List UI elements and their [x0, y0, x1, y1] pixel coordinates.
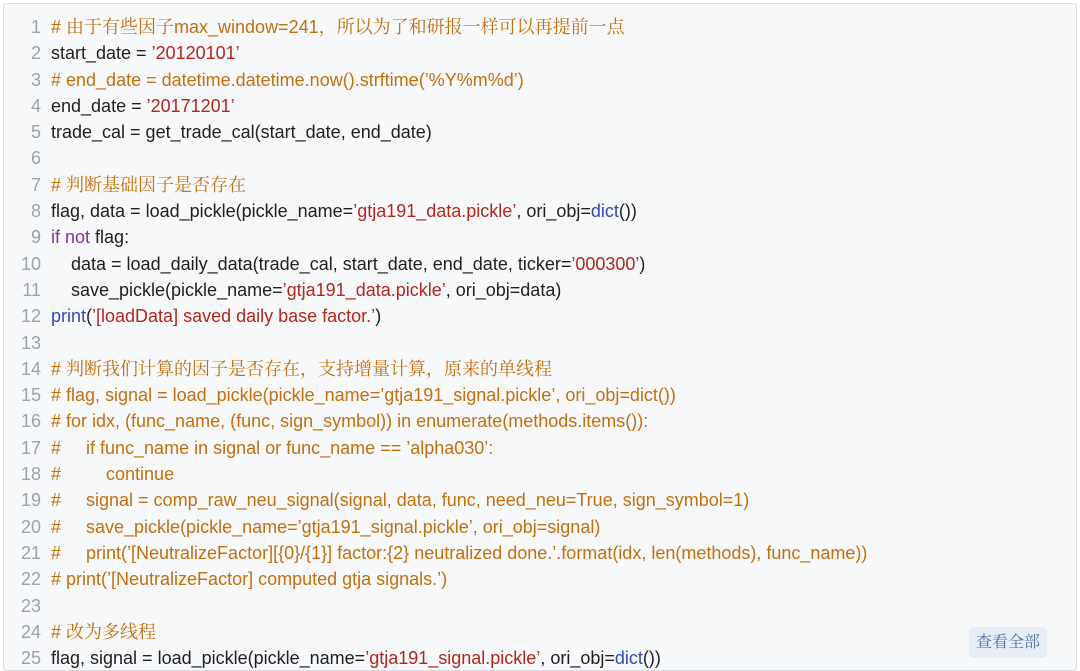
code-comment: # print(’[NeutralizeFactor] computed gtja signals.’)	[51, 569, 448, 590]
code-string: ’20171201’	[146, 95, 235, 116]
code-string: ’[loadData] saved daily base factor.’	[92, 306, 376, 327]
line-code	[51, 356, 1076, 382]
code-text: (	[86, 306, 93, 327]
code-comment: # end_date = datetime.datetime.now().strftime(’%Y%m%d’)	[51, 69, 524, 90]
line-number: 13	[20, 332, 41, 353]
line-number: 25	[20, 648, 41, 669]
line-number: 2	[30, 43, 41, 64]
code-lines	[4, 14, 1076, 671]
code-string: ’gtja191_data.pickle’	[282, 279, 446, 300]
code-text: flag:	[90, 227, 130, 248]
code-line	[4, 40, 1076, 66]
line-code	[51, 487, 1076, 513]
code-line	[4, 277, 1076, 303]
line-code	[51, 40, 1076, 66]
code-builtin: print	[51, 306, 87, 327]
line-number: 10	[20, 253, 41, 274]
line-number: 17	[20, 437, 41, 458]
code-builtin: dict	[614, 648, 643, 669]
line-number: 7	[30, 174, 41, 195]
line-number: 11	[22, 279, 41, 300]
code-keyword: not	[65, 227, 91, 248]
line-number: 9	[30, 227, 41, 248]
code-comment: # 改为多线程	[51, 621, 157, 642]
code-text: , ori_obj=	[540, 648, 615, 669]
line-code	[51, 408, 1076, 434]
line-number: 20	[20, 516, 41, 537]
code-comment: # print(’[NeutralizeFactor][{0}/{1}] factor:{2} neutralized done.’.format(idx, len(methods), func_name))	[51, 542, 868, 563]
line-code	[51, 251, 1076, 277]
code-text: trade_cal = get_trade_cal(start_date, end_date)	[51, 122, 432, 143]
code-line	[4, 566, 1076, 592]
line-number: 6	[30, 148, 41, 169]
code-line	[4, 198, 1076, 224]
line-code	[51, 461, 1076, 487]
line-code	[51, 645, 1076, 671]
code-comment: # 判断我们计算的因子是否存在，支持增量计算，原来的单线程	[51, 358, 553, 379]
code-line	[4, 224, 1076, 250]
line-number: 3	[30, 69, 41, 90]
code-text: ())	[618, 201, 637, 222]
line-number: 8	[30, 201, 41, 222]
code-line	[4, 408, 1076, 434]
line-number: 14	[20, 358, 41, 379]
line-number: 5	[30, 122, 41, 143]
code-line	[4, 645, 1076, 671]
line-number: 22	[20, 569, 41, 590]
code-text: ())	[642, 648, 661, 669]
line-code	[51, 198, 1076, 224]
line-number: 15	[20, 385, 41, 406]
code-comment: # flag, signal = load_pickle(pickle_name=’gtja191_signal.pickle’, ori_obj=dict())	[51, 385, 676, 406]
line-code	[51, 172, 1076, 198]
line-number: 1	[30, 17, 41, 37]
code-comment: # continue	[51, 464, 175, 485]
line-code	[51, 382, 1076, 408]
code-string: ’20120101’	[151, 43, 240, 64]
code-text: flag, signal = load_pickle(pickle_name=	[51, 648, 366, 669]
code-line	[4, 330, 1076, 356]
code-text: start_date =	[51, 43, 152, 64]
line-number: 24	[20, 621, 41, 642]
code-text: data = load_daily_data(trade_cal, start_date, end_date, ticker=	[51, 253, 572, 274]
code-line	[4, 619, 1076, 645]
line-code	[51, 224, 1076, 250]
line-code	[51, 514, 1076, 540]
code-comment: # signal = comp_raw_neu_signal(signal, data, func, need_neu=True, sign_symbol=1)	[51, 490, 750, 511]
line-number: 18	[20, 464, 41, 485]
line-code	[51, 566, 1076, 592]
code-string: ’000300’	[571, 253, 640, 274]
code-line	[4, 251, 1076, 277]
line-code	[51, 303, 1076, 329]
code-line	[4, 435, 1076, 461]
line-code	[51, 119, 1076, 145]
line-number: 16	[20, 411, 41, 432]
code-line	[4, 119, 1076, 145]
code-line	[4, 145, 1076, 171]
code-line	[4, 461, 1076, 487]
code-text: save_pickle(pickle_name=	[51, 279, 283, 300]
code-line	[4, 356, 1076, 382]
code-text: flag, data = load_pickle(pickle_name=	[51, 201, 354, 222]
line-code	[51, 619, 1076, 645]
code-line	[4, 514, 1076, 540]
code-text: end_date =	[51, 95, 147, 116]
code-line	[4, 540, 1076, 566]
line-code	[51, 93, 1076, 119]
code-comment: # 判断基础因子是否存在	[51, 174, 247, 195]
line-code	[51, 67, 1076, 93]
line-number: 12	[20, 306, 41, 327]
code-text: , ori_obj=	[516, 201, 591, 222]
view-all-button[interactable]: 查看全部	[969, 627, 1047, 658]
code-comment: # 由于有些因子max_window=241，所以为了和研报一样可以再提前一点	[51, 17, 625, 37]
code-comment: # save_pickle(pickle_name=’gtja191_signal.pickle’, ori_obj=signal)	[51, 516, 601, 537]
line-code	[51, 277, 1076, 303]
code-comment: # for idx, (func_name, (func, sign_symbol)) in enumerate(methods.items()):	[51, 411, 649, 432]
code-text: )	[375, 306, 382, 327]
code-line	[4, 172, 1076, 198]
code-text: )	[639, 253, 646, 274]
code-line	[4, 67, 1076, 93]
code-string: ’gtja191_signal.pickle’	[365, 648, 541, 669]
code-keyword: if	[51, 227, 60, 248]
code-builtin: dict	[590, 201, 619, 222]
line-number: 21	[20, 542, 41, 563]
code-line	[4, 93, 1076, 119]
line-number: 4	[30, 95, 41, 116]
code-comment: # if func_name in signal or func_name == ’alpha030’:	[51, 437, 494, 458]
line-number: 23	[20, 595, 41, 616]
code-line	[4, 382, 1076, 408]
line-code	[51, 14, 1076, 40]
code-line	[4, 303, 1076, 329]
line-code	[51, 540, 1076, 566]
code-block[interactable]	[3, 3, 1077, 671]
code-line	[4, 14, 1076, 40]
code-line	[4, 593, 1076, 619]
code-line	[4, 487, 1076, 513]
line-number: 19	[20, 490, 41, 511]
code-string: ’gtja191_data.pickle’	[353, 201, 517, 222]
code-text: , ori_obj=data)	[445, 279, 562, 300]
line-code	[51, 435, 1076, 461]
